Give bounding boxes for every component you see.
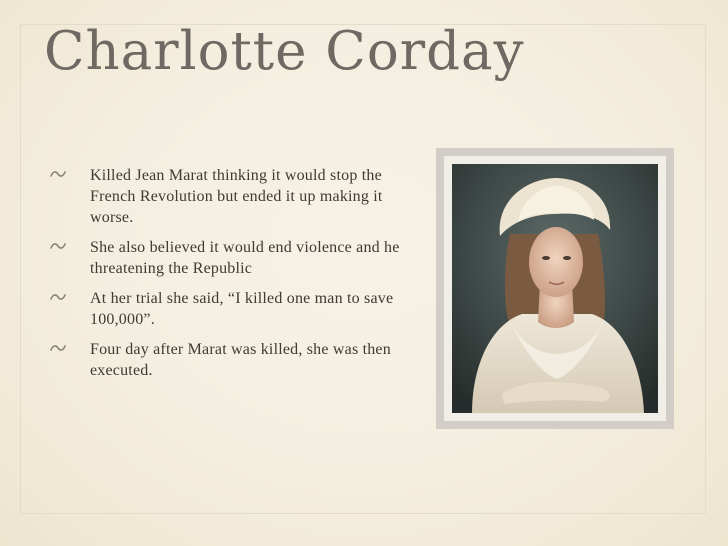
bullet-item (48, 237, 418, 279)
tilde-ornament-icon (50, 292, 66, 302)
bullet-item (48, 288, 418, 330)
portrait-inner-mat (444, 156, 666, 421)
portrait-painting-icon (452, 164, 658, 413)
tilde-ornament-icon (50, 343, 66, 353)
bullet-item (48, 165, 418, 228)
bullet-text: She also believed it would end violence and he threatening the Republic (90, 239, 400, 277)
slide-title: Charlotte Corday (44, 21, 525, 82)
tilde-ornament-icon (50, 169, 66, 179)
bullet-text: Four day after Marat was killed, she was then executed. (90, 341, 391, 379)
bullet-text: At her trial she said, “I killed one man to save 100,000”. (90, 290, 394, 328)
bullet-text: Killed Jean Marat thinking it would stop the French Revolution but ended it up making it worse. (90, 167, 383, 226)
bullet-item (48, 339, 418, 381)
bullet-list (48, 165, 418, 390)
tilde-ornament-icon (50, 241, 66, 251)
portrait-frame (436, 148, 674, 429)
